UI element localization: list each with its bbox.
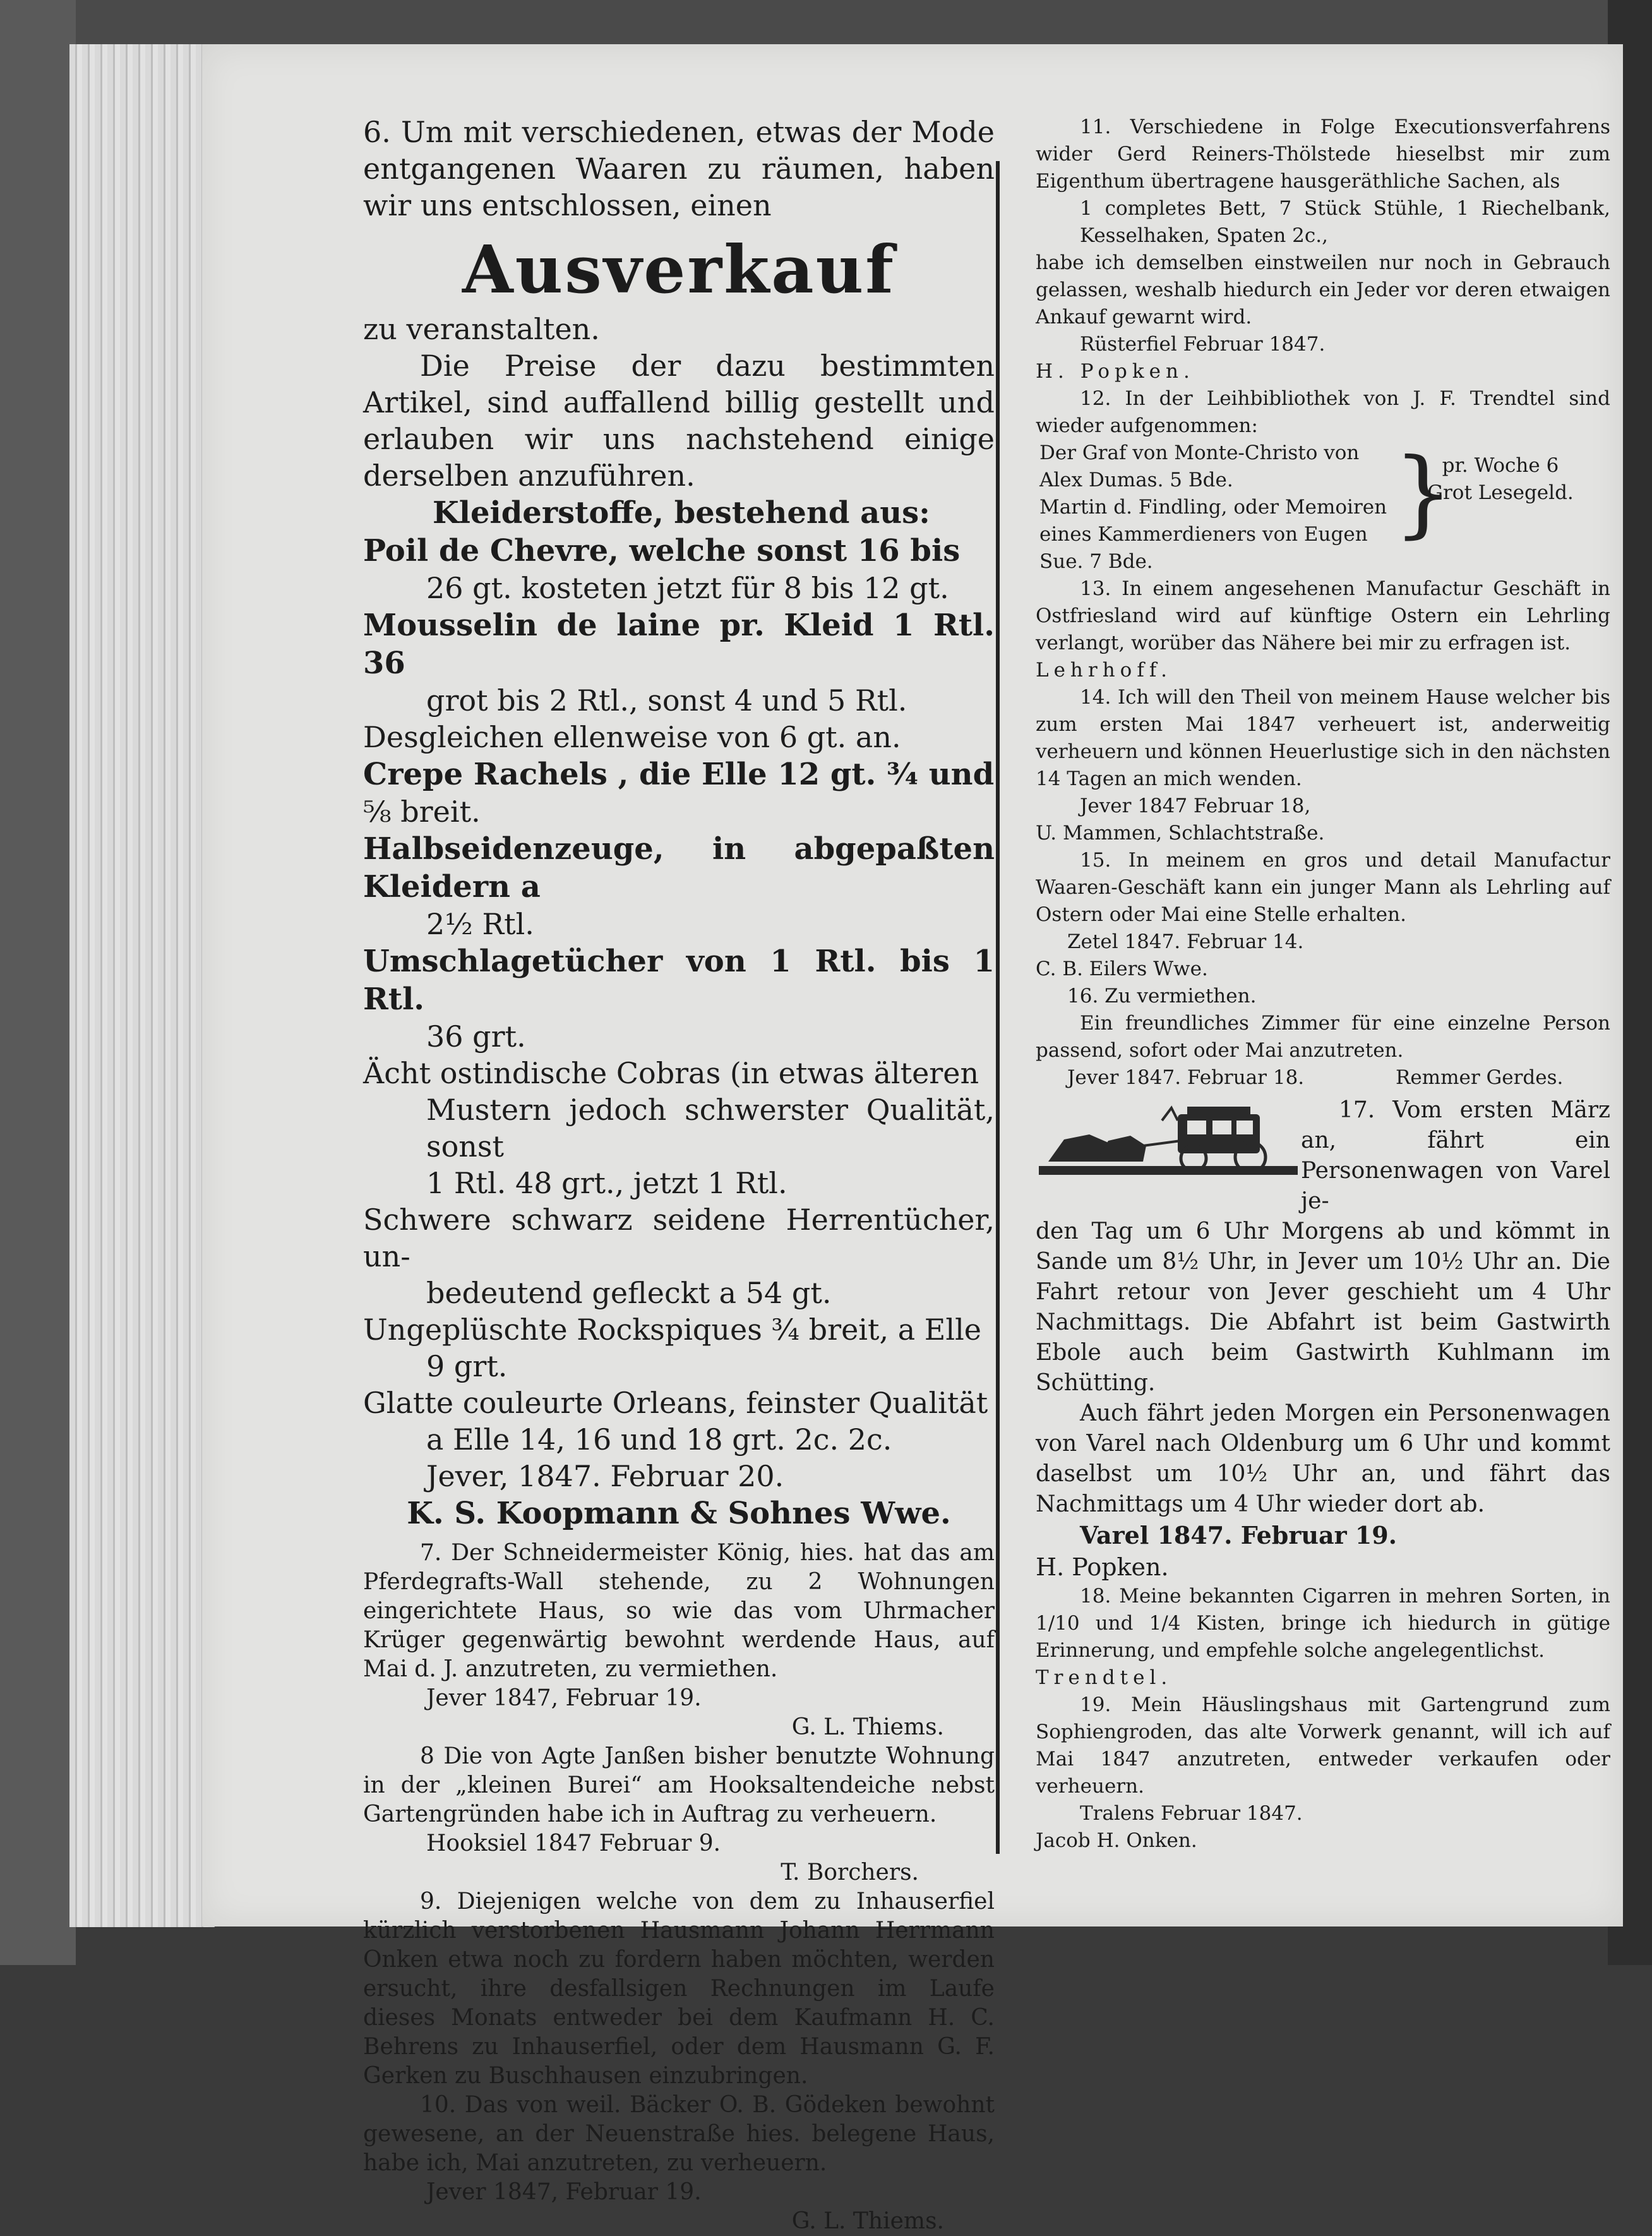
ad-10-text: 10. Das von weil. Bäcker O. B. Gödeken bewohnt gewesene, an der Neuenstraße hies. belegene Haus, habe ich, Mai anzutreten, zu verheuern. — [363, 2092, 995, 2176]
ad-6-poil-2: 26 gt. kosteten jetzt für 8 bis 12 gt. — [426, 571, 949, 605]
ad-6-crepe: Crepe Rachels , die Elle 12 gt. ¾ und — [363, 757, 995, 792]
ad-12-text: 12. In der Leihbibliothek von J. F. Trendtel sind wieder aufgenommen: — [1036, 387, 1610, 437]
scan-top-border — [0, 0, 1652, 51]
right-column — [1036, 114, 1610, 1854]
ad-7-date: Jever 1847, Februar 19. — [426, 1685, 702, 1711]
ad-17-text-a: 17. Vom ersten März an, fährt ein Personenwagen von Varel je- — [1301, 1097, 1610, 1214]
ad-14-date: Jever 1847 Februar 18, — [1080, 795, 1311, 817]
ad-6-orleans-2: a Elle 14, 16 und 18 grt. 2c. 2c. — [426, 1422, 892, 1457]
ad-11-signature: H. Popken. — [1036, 360, 1195, 383]
ad-11-date: Rüsterfiel Februar 1847. — [1080, 333, 1326, 356]
ad-6-rockspiques: Ungeplüschte Rockspiques ¾ breit, a Elle — [363, 1313, 982, 1347]
ad-19-date: Tralens Februar 1847. — [1080, 1802, 1303, 1825]
ad-11-items: 1 completes Bett, 7 Stück Stühle, 1 Riechelbank, Kesselhaken, Spaten 2c., — [1080, 197, 1610, 247]
ad-6-cobras: Ächt ostindische Cobras (in etwas älteren — [363, 1056, 979, 1090]
ad-6-mousselin: Mousselin de laine pr. Kleid 1 Rtl. 36 — [363, 608, 995, 681]
ad-17-text-c: Auch fährt jeden Morgen ein Personenwagen von Varel nach Oldenburg um 6 Uhr und kommt daselbst um 10½ Uhr an, und fährt das Nachmittags um 4 Uhr wieder dort ab. — [1036, 1400, 1610, 1517]
ad-6-poil: Poil de Chevre, welche sonst 16 bis — [363, 533, 961, 568]
ad-6-intro: 6. Um mit verschiedenen, etwas der Mode entgangenen Waaren zu räumen, haben wir uns entschlossen, einen — [363, 115, 995, 222]
ad-6-signature: K. S. Koopmann & Sohnes Wwe. — [407, 1496, 951, 1531]
ad-12-book-2: Martin d. Findling, oder Memoiren eines Kammerdieners von Eugen Sue. 7 Bde. — [1039, 496, 1387, 573]
ad-14-signature: U. Mammen, Schlachtstraße. — [1036, 822, 1325, 845]
ad-14-text: 14. Ich will den Theil von meinem Hause welcher bis zum ersten Mai 1847 verheuert ist, anderweitig verheuern und können Heuerlustige sich in den nächsten 14 Tagen an mich wenden. — [1036, 686, 1610, 790]
page-stack-edges — [69, 44, 215, 1927]
ad-8-signature: T. Borchers. — [781, 1860, 919, 1885]
ad-10-date: Jever 1847, Februar 19. — [426, 2179, 702, 2205]
ad-6-after: zu veranstalten. — [363, 312, 600, 346]
ad-9-text: 9. Diejenigen welche von dem zu Inhauserfiel kürzlich verstorbenen Hausmann Johann Herrmann Onken etwa noch zu fordern haben möchten, werden ersucht, ihre desfallsigen Rechnungen im Laufe dieses Monats entweder bei dem Kaufmann H. C. Behrens zu Inhauserfiel, oder dem Hausmann G. F. Gerken zu Buschhausen einzubringen. — [363, 1889, 995, 2089]
ad-15-date: Zetel 1847. Februar 14. — [1067, 930, 1304, 953]
ad-6-cobras-3: 1 Rtl. 48 grt., jetzt 1 Rtl. — [426, 1166, 787, 1200]
ad-6-herren-2: bedeutend gefleckt a 54 gt. — [426, 1276, 832, 1310]
ad-6-umschlag-2: 36 grt. — [426, 1019, 526, 1054]
ad-13-signature: Lehrhoff. — [1036, 659, 1173, 682]
ad-6-halbseiden-2: 2½ Rtl. — [426, 907, 534, 941]
ad-17-date: Varel 1847. Februar 19. — [1080, 1521, 1397, 1549]
ad-17-coach-row — [1036, 1095, 1610, 1217]
ad-6-rockspiques-2: 9 grt. — [426, 1349, 508, 1383]
ad-12-book-1: Der Graf von Monte-Christo von Alex Dumas. 5 Bde. — [1039, 442, 1360, 491]
ad-11-more: habe ich demselben einstweilen nur noch in Gebrauch gelassen, weshalb hiedurch ein Jeder vor deren etwaigen Ankauf gewarnt wird. — [1036, 251, 1610, 328]
ad-7-text: 7. Der Schneidermeister König, hies. hat das am Pferdegrafts-Wall stehende, zu 2 Wohnungen eingerichtete Haus, so wie das vom Uhrmacher Krüger gegenwärtig bewohnt werdende Haus, auf Mai d. J. anzutreten, zu vermiethen. — [363, 1540, 995, 1682]
ad-13-text: 13. In einem angesehenen Manufactur Geschäft in Ostfriesland wird auf künftige Ostern ein Lehrling verlangt, worüber das Nähere bei mir zu erfragen ist. — [1036, 577, 1610, 654]
ad-19-signature: Jacob H. Onken. — [1036, 1829, 1197, 1852]
ad-6-mousselin-2: grot bis 2 Rtl., sonst 4 und 5 Rtl. — [426, 683, 907, 718]
ad-18-text: 18. Meine bekannten Cigarren in mehren Sorten, in 1/10 und 1/4 Kisten, bringe ich hiedurch in gütige Erinnerung, und empfehle solche angelegentlichst. — [1036, 1585, 1610, 1662]
ad-6-headline: Ausverkauf — [462, 231, 896, 308]
ad-6-date: Jever, 1847. Februar 20. — [426, 1459, 784, 1493]
ad-16-date: Jever 1847. Februar 18. — [1067, 1066, 1305, 1089]
ad-6-crepe-2: ⅝ breit. — [363, 795, 481, 829]
ad-6-kleider: Kleiderstoffe, bestehend aus: — [433, 495, 930, 531]
ad-7-signature: G. L. Thiems. — [791, 1714, 944, 1740]
ad-12-titles — [1036, 440, 1393, 575]
ad-6-halbseiden: Halbseidenzeuge, in abgepaßten Kleidern a — [363, 831, 995, 905]
ad-6-umschlag: Umschlagetücher von 1 Rtl. bis 1 Rtl. — [363, 944, 995, 1017]
scan-left-border — [0, 0, 76, 1965]
ad-6-prices: Die Preise der dazu bestimmten Artikel, sind auffallend billig gestellt und erlauben wir uns nachstehend einige derselben anzuführen. — [363, 349, 995, 493]
newspaper-page — [202, 44, 1623, 2234]
ad-16-signature: Remmer Gerdes. — [1396, 1066, 1564, 1089]
ad-10-signature: G. L. Thiems. — [791, 2208, 944, 2234]
ad-11-text: 11. Verschiedene in Folge Executionsverfahrens wider Gerd Reiners-Thölstede hieselbst mir zum Eigenthum übertragene hausgeräthliche Sachen, als — [1036, 116, 1610, 193]
ad-15-signature: C. B. Eilers Wwe. — [1036, 958, 1208, 980]
stagecoach-icon — [1036, 1095, 1301, 1184]
ad-18-signature: Trendtel. — [1036, 1666, 1173, 1689]
brace-glyph: } — [1393, 438, 1454, 548]
ad-6-herren: Schwere schwarz seidene Herrentücher, un- — [363, 1203, 995, 1273]
ad-17-text-b: den Tag um 6 Uhr Morgens ab und kömmt in Sande um 8½ Uhr, in Jever um 10½ Uhr an. Die Fahrt retour von Jever geschieht um 4 Uhr Nachmittags. Die Abfahrt ist beim Gastwirth Ebole auch beim Gastwirth Kuhlmann im Schütting. — [1036, 1218, 1610, 1396]
ad-19-text: 19. Mein Häuslingshaus mit Gartengrund zum Sophiengroden, das alte Vorwerk genannt, will ich auf Mai 1847 anzutreten, entweder verkaufen oder verheuern. — [1036, 1693, 1610, 1798]
ad-12-book-list — [1036, 440, 1610, 575]
ad-8-text: 8 Die von Agte Janßen bisher benutzte Wohnung in der „kleinen Burei“ am Hooksaltendeiche nebst Gartengründen habe ich in Auftrag zu verheuern. — [363, 1743, 995, 1827]
left-column — [363, 114, 995, 2236]
ad-16-text: Ein freundliches Zimmer für eine einzelne Person passend, sofort oder Mai anzutreten. — [1036, 1012, 1610, 1062]
column-divider — [996, 161, 1000, 1854]
ad-6-desgleichen: Desgleichen ellenweise von 6 gt. an. — [363, 720, 901, 754]
ad-17-signature: H. Popken. — [1036, 1553, 1169, 1581]
ad-12-fee: pr. Woche 6 Grot Lesegeld. — [1427, 454, 1574, 504]
ad-8-date: Hooksiel 1847 Februar 9. — [426, 1830, 721, 1856]
ad-15-text: 15. In meinem en gros und detail Manufactur Waaren-Geschäft kann ein junger Mann als Lehrling auf Ostern oder Mai eine Stelle erhalten. — [1036, 849, 1610, 926]
ad-16-heading: 16. Zu vermiethen. — [1067, 985, 1257, 1007]
ad-6-orleans: Glatte couleurte Orleans, feinster Qualität — [363, 1386, 988, 1420]
ad-6-cobras-2: Mustern jedoch schwerster Qualität, sonst — [426, 1093, 995, 1163]
